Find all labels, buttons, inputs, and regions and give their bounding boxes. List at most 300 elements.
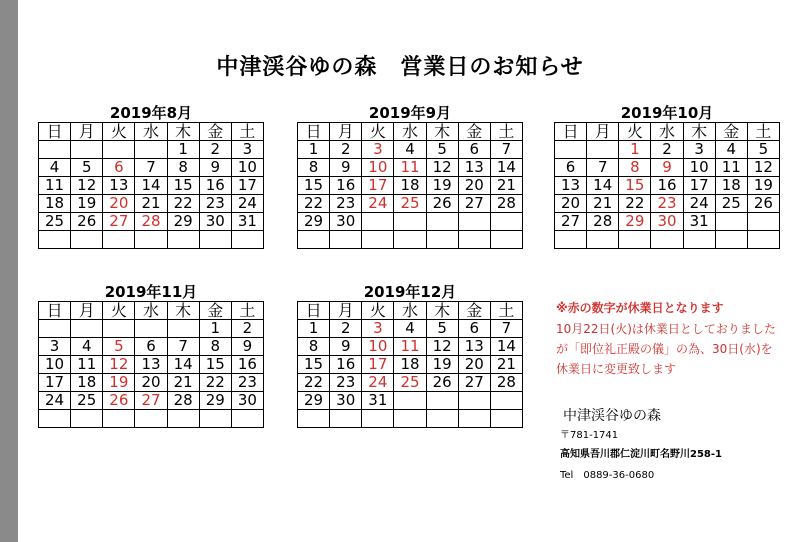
day-cell: 9 (330, 159, 362, 177)
weekday-label: 土 (490, 302, 522, 320)
week-row (39, 159, 264, 177)
day-cell: 24 (231, 195, 263, 213)
day-cell: 13 (555, 177, 587, 195)
week-row (39, 213, 264, 231)
day-cell: 11 (71, 356, 103, 374)
day-cell: 3 (39, 338, 71, 356)
day-cell: 1 (619, 141, 651, 159)
calendar-november (38, 283, 264, 428)
weekday-label: 金 (715, 123, 747, 141)
week-row (298, 356, 523, 374)
empty-cell (555, 141, 587, 159)
weekday-header-row (298, 123, 523, 141)
empty-cell (135, 141, 167, 159)
day-cell: 30 (651, 213, 683, 231)
day-cell: 30 (330, 392, 362, 410)
empty-cell (167, 320, 199, 338)
day-cell: 23 (199, 195, 231, 213)
day-cell: 20 (458, 177, 490, 195)
day-cell: 10 (683, 159, 715, 177)
day-cell: 16 (330, 177, 362, 195)
day-cell: 7 (490, 320, 522, 338)
week-row (298, 320, 523, 338)
empty-cell (330, 231, 362, 249)
week-row (298, 231, 523, 249)
day-cell: 18 (39, 195, 71, 213)
weekday-label: 月 (71, 302, 103, 320)
weekday-label: 月 (330, 123, 362, 141)
day-cell: 17 (231, 177, 263, 195)
day-cell: 1 (298, 141, 330, 159)
calendar-december (297, 283, 523, 428)
weekday-label: 木 (426, 123, 458, 141)
day-cell: 14 (490, 338, 522, 356)
day-cell: 8 (167, 159, 199, 177)
week-row (39, 231, 264, 249)
empty-cell (426, 392, 458, 410)
day-cell: 29 (619, 213, 651, 231)
weekday-label: 火 (619, 123, 651, 141)
day-cell: 3 (683, 141, 715, 159)
day-cell: 6 (135, 338, 167, 356)
week-row (39, 338, 264, 356)
day-cell: 19 (426, 356, 458, 374)
day-cell: 13 (135, 356, 167, 374)
calendar-grid (297, 122, 523, 249)
day-cell: 12 (71, 177, 103, 195)
empty-cell (587, 141, 619, 159)
empty-cell (103, 231, 135, 249)
day-cell: 20 (555, 195, 587, 213)
empty-cell (71, 320, 103, 338)
week-row (555, 159, 780, 177)
week-row (298, 374, 523, 392)
weekday-label: 金 (199, 302, 231, 320)
day-cell: 22 (619, 195, 651, 213)
weekday-label: 水 (135, 302, 167, 320)
shop-name: 中津渓谷ゆの森 (563, 408, 661, 424)
week-row (298, 177, 523, 195)
day-cell: 11 (715, 159, 747, 177)
empty-cell (167, 231, 199, 249)
day-cell: 4 (394, 141, 426, 159)
week-row (39, 177, 264, 195)
day-cell: 6 (458, 141, 490, 159)
day-cell: 8 (298, 338, 330, 356)
calendar-grid (297, 301, 523, 428)
week-row (298, 338, 523, 356)
day-cell: 14 (135, 177, 167, 195)
address: 高知県吾川郡仁淀川町名野川258-1 (560, 449, 722, 460)
empty-cell (458, 410, 490, 428)
day-cell: 14 (167, 356, 199, 374)
day-cell: 28 (135, 213, 167, 231)
empty-cell (71, 231, 103, 249)
day-cell: 26 (747, 195, 779, 213)
empty-cell (394, 213, 426, 231)
week-row (298, 410, 523, 428)
empty-cell (715, 213, 747, 231)
day-cell: 8 (199, 338, 231, 356)
day-cell: 6 (555, 159, 587, 177)
day-cell: 28 (587, 213, 619, 231)
calendar-title: 2019年8月 (109, 104, 193, 122)
day-cell: 17 (362, 177, 394, 195)
day-cell: 24 (39, 392, 71, 410)
empty-cell (298, 410, 330, 428)
empty-cell (39, 410, 71, 428)
day-cell: 7 (587, 159, 619, 177)
day-cell: 23 (330, 374, 362, 392)
empty-cell (458, 213, 490, 231)
weekday-label: 月 (587, 123, 619, 141)
day-cell: 12 (426, 338, 458, 356)
empty-cell (71, 141, 103, 159)
day-cell: 31 (231, 213, 263, 231)
weekday-header-row (39, 302, 264, 320)
calendar-september (297, 104, 523, 249)
week-row (39, 195, 264, 213)
day-cell: 12 (747, 159, 779, 177)
day-cell: 26 (103, 392, 135, 410)
postal-code: 〒781-1741 (560, 430, 619, 441)
empty-cell (362, 213, 394, 231)
day-cell: 7 (490, 141, 522, 159)
empty-cell (135, 410, 167, 428)
day-cell: 4 (715, 141, 747, 159)
weekday-label: 金 (458, 302, 490, 320)
empty-cell (394, 410, 426, 428)
day-cell: 13 (103, 177, 135, 195)
weekday-label: 火 (103, 302, 135, 320)
empty-cell (426, 410, 458, 428)
calendar-grid (38, 301, 264, 428)
empty-cell (394, 392, 426, 410)
day-cell: 27 (458, 195, 490, 213)
empty-cell (199, 231, 231, 249)
empty-cell (167, 410, 199, 428)
week-row (555, 231, 780, 249)
empty-cell (747, 213, 779, 231)
week-row (39, 374, 264, 392)
weekday-label: 水 (394, 302, 426, 320)
day-cell: 20 (135, 374, 167, 392)
day-cell: 12 (426, 159, 458, 177)
empty-cell (362, 410, 394, 428)
day-cell: 22 (298, 195, 330, 213)
day-cell: 2 (231, 320, 263, 338)
weekday-header-row (555, 123, 780, 141)
weekday-label: 日 (298, 123, 330, 141)
day-cell: 25 (394, 374, 426, 392)
day-cell: 30 (330, 213, 362, 231)
day-cell: 4 (71, 338, 103, 356)
day-cell: 10 (362, 338, 394, 356)
empty-cell (330, 410, 362, 428)
day-cell: 8 (619, 159, 651, 177)
calendar-august (38, 104, 264, 249)
empty-cell (490, 410, 522, 428)
weekday-label: 木 (167, 123, 199, 141)
day-cell: 24 (362, 195, 394, 213)
day-cell: 21 (135, 195, 167, 213)
day-cell: 9 (231, 338, 263, 356)
day-cell: 3 (362, 141, 394, 159)
empty-cell (298, 231, 330, 249)
weekday-label: 火 (362, 302, 394, 320)
day-cell: 22 (298, 374, 330, 392)
week-row (39, 392, 264, 410)
empty-cell (458, 231, 490, 249)
day-cell: 27 (103, 213, 135, 231)
day-cell: 5 (426, 141, 458, 159)
day-cell: 30 (199, 213, 231, 231)
weekday-label: 土 (231, 302, 263, 320)
day-cell: 17 (39, 374, 71, 392)
day-cell: 10 (362, 159, 394, 177)
day-cell: 19 (103, 374, 135, 392)
calendar-title: 2019年11月 (104, 283, 198, 301)
empty-cell (135, 320, 167, 338)
day-cell: 28 (167, 392, 199, 410)
day-cell: 17 (362, 356, 394, 374)
day-cell: 15 (199, 356, 231, 374)
day-cell: 10 (39, 356, 71, 374)
day-cell: 5 (71, 159, 103, 177)
day-cell: 21 (490, 356, 522, 374)
calendar-title: 2019年9月 (368, 104, 452, 122)
notes-heading: ※赤の数字が休業日となります (556, 301, 724, 315)
day-cell: 17 (683, 177, 715, 195)
week-row (555, 195, 780, 213)
day-cell: 14 (587, 177, 619, 195)
day-cell: 6 (103, 159, 135, 177)
weekday-label: 水 (651, 123, 683, 141)
closure-notes (556, 300, 796, 379)
empty-cell (426, 231, 458, 249)
week-row (39, 141, 264, 159)
empty-cell (231, 410, 263, 428)
document-page (18, 0, 800, 542)
empty-cell (490, 213, 522, 231)
empty-cell (394, 231, 426, 249)
empty-cell (490, 231, 522, 249)
empty-cell (39, 320, 71, 338)
weekday-label: 木 (683, 123, 715, 141)
day-cell: 7 (135, 159, 167, 177)
day-cell: 9 (199, 159, 231, 177)
weekday-label: 水 (394, 123, 426, 141)
telephone: Tel 0889-36-0680 (560, 470, 655, 481)
day-cell: 16 (651, 177, 683, 195)
day-cell: 25 (715, 195, 747, 213)
day-cell: 15 (298, 177, 330, 195)
week-row (39, 356, 264, 374)
week-row (555, 213, 780, 231)
weekday-label: 金 (199, 123, 231, 141)
day-cell: 5 (426, 320, 458, 338)
empty-cell (555, 231, 587, 249)
day-cell: 15 (298, 356, 330, 374)
calendar-title: 2019年10月 (620, 104, 714, 122)
empty-cell (362, 231, 394, 249)
empty-cell (71, 410, 103, 428)
day-cell: 26 (426, 374, 458, 392)
weekday-label: 木 (167, 302, 199, 320)
day-cell: 31 (362, 392, 394, 410)
day-cell: 1 (298, 320, 330, 338)
weekday-header-row (39, 123, 264, 141)
day-cell: 25 (39, 213, 71, 231)
day-cell: 26 (426, 195, 458, 213)
day-cell: 13 (458, 338, 490, 356)
day-cell: 3 (362, 320, 394, 338)
day-cell: 30 (231, 392, 263, 410)
day-cell: 21 (587, 195, 619, 213)
day-cell: 16 (199, 177, 231, 195)
day-cell: 1 (199, 320, 231, 338)
weekday-label: 月 (330, 302, 362, 320)
day-cell: 2 (330, 320, 362, 338)
day-cell: 2 (330, 141, 362, 159)
day-cell: 23 (651, 195, 683, 213)
week-row (39, 410, 264, 428)
notes-body: 10月22日(火)は休業日としておりましたが「即位礼正殿の儀」の為、30日(水)を休業日に変更致します (556, 322, 776, 376)
empty-cell (619, 231, 651, 249)
empty-cell (103, 410, 135, 428)
empty-cell (103, 141, 135, 159)
empty-cell (199, 410, 231, 428)
day-cell: 22 (167, 195, 199, 213)
weekday-label: 木 (426, 302, 458, 320)
empty-cell (490, 392, 522, 410)
day-cell: 29 (298, 213, 330, 231)
day-cell: 8 (298, 159, 330, 177)
day-cell: 4 (394, 320, 426, 338)
day-cell: 9 (330, 338, 362, 356)
empty-cell (715, 231, 747, 249)
week-row (298, 213, 523, 231)
calendar-october (554, 104, 780, 249)
day-cell: 25 (71, 392, 103, 410)
weekday-label: 金 (458, 123, 490, 141)
weekday-label: 土 (490, 123, 522, 141)
empty-cell (587, 231, 619, 249)
day-cell: 20 (103, 195, 135, 213)
day-cell: 3 (231, 141, 263, 159)
week-row (298, 141, 523, 159)
empty-cell (39, 141, 71, 159)
empty-cell (683, 231, 715, 249)
day-cell: 18 (394, 177, 426, 195)
week-row (39, 320, 264, 338)
week-row (555, 141, 780, 159)
weekday-label: 日 (39, 123, 71, 141)
day-cell: 27 (458, 374, 490, 392)
day-cell: 16 (231, 356, 263, 374)
day-cell: 23 (231, 374, 263, 392)
day-cell: 13 (458, 159, 490, 177)
weekday-label: 月 (71, 123, 103, 141)
weekday-label: 土 (231, 123, 263, 141)
empty-cell (458, 392, 490, 410)
calendar-grid (554, 122, 780, 249)
day-cell: 26 (71, 213, 103, 231)
day-cell: 1 (167, 141, 199, 159)
weekday-label: 火 (103, 123, 135, 141)
weekday-label: 火 (362, 123, 394, 141)
weekday-label: 日 (39, 302, 71, 320)
day-cell: 18 (71, 374, 103, 392)
day-cell: 11 (394, 338, 426, 356)
day-cell: 28 (490, 195, 522, 213)
day-cell: 29 (199, 392, 231, 410)
day-cell: 15 (167, 177, 199, 195)
empty-cell (135, 231, 167, 249)
day-cell: 11 (39, 177, 71, 195)
week-row (555, 177, 780, 195)
empty-cell (103, 320, 135, 338)
day-cell: 2 (651, 141, 683, 159)
empty-cell (426, 213, 458, 231)
day-cell: 9 (651, 159, 683, 177)
day-cell: 31 (683, 213, 715, 231)
week-row (298, 392, 523, 410)
day-cell: 19 (426, 177, 458, 195)
day-cell: 16 (330, 356, 362, 374)
weekday-label: 土 (747, 123, 779, 141)
day-cell: 24 (362, 374, 394, 392)
day-cell: 19 (71, 195, 103, 213)
day-cell: 22 (199, 374, 231, 392)
day-cell: 12 (103, 356, 135, 374)
day-cell: 19 (747, 177, 779, 195)
day-cell: 21 (490, 177, 522, 195)
day-cell: 18 (394, 356, 426, 374)
day-cell: 6 (458, 320, 490, 338)
day-cell: 11 (394, 159, 426, 177)
week-row (298, 195, 523, 213)
day-cell: 4 (39, 159, 71, 177)
weekday-label: 日 (298, 302, 330, 320)
empty-cell (747, 231, 779, 249)
empty-cell (39, 231, 71, 249)
day-cell: 5 (747, 141, 779, 159)
day-cell: 29 (298, 392, 330, 410)
calendar-title: 2019年12月 (363, 283, 457, 301)
day-cell: 5 (103, 338, 135, 356)
day-cell: 2 (199, 141, 231, 159)
page-title: 中津渓谷ゆの森 営業日のお知らせ (216, 55, 584, 80)
day-cell: 27 (135, 392, 167, 410)
day-cell: 21 (167, 374, 199, 392)
day-cell: 25 (394, 195, 426, 213)
day-cell: 23 (330, 195, 362, 213)
weekday-header-row (298, 302, 523, 320)
empty-cell (651, 231, 683, 249)
day-cell: 28 (490, 374, 522, 392)
day-cell: 27 (555, 213, 587, 231)
day-cell: 15 (619, 177, 651, 195)
week-row (298, 159, 523, 177)
day-cell: 29 (167, 213, 199, 231)
calendar-grid (38, 122, 264, 249)
empty-cell (231, 231, 263, 249)
day-cell: 18 (715, 177, 747, 195)
day-cell: 24 (683, 195, 715, 213)
day-cell: 10 (231, 159, 263, 177)
weekday-label: 水 (135, 123, 167, 141)
